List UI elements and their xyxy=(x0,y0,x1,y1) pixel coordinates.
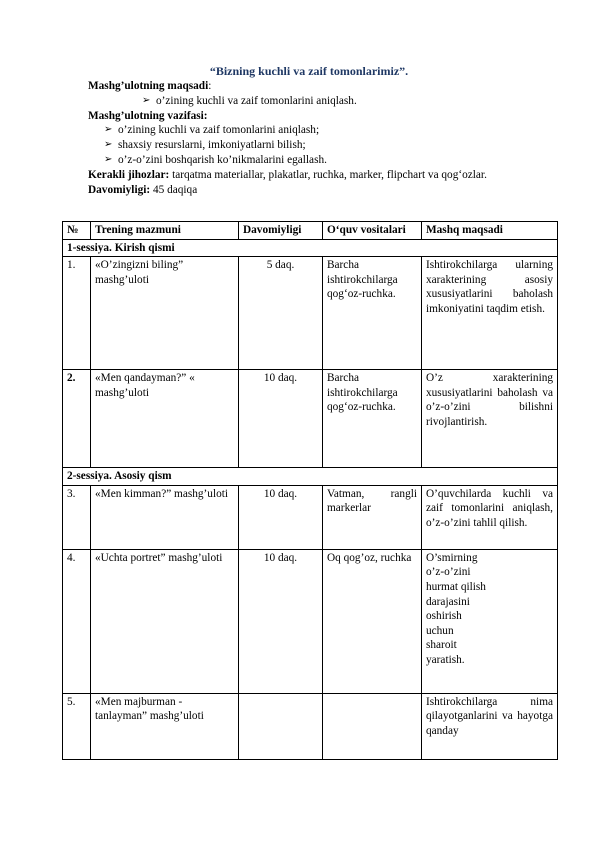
table-row xyxy=(63,485,558,549)
task-item: ➢ o’z-o’zini boshqarish ko’nikmalarini egallash. xyxy=(104,153,556,168)
row-tools: Barcha ishtirokchilarga qog‘oz-ruchka. xyxy=(323,257,422,370)
header-num: № xyxy=(63,222,91,240)
row-num: 3. xyxy=(63,485,91,549)
row-goal xyxy=(422,549,558,693)
header-goal: Mashq maqsadi xyxy=(422,222,558,240)
row-tools: Barcha ishtirokchilarga qog‘oz-ruchka. xyxy=(323,370,422,468)
row-content: «Men qandayman?” « mashg’uloti xyxy=(91,370,239,468)
row-goal-text: O’smirning o’z-o’zini hurmat qilish darajasini oshirish uchun sharoit yaratish. xyxy=(426,551,486,666)
row-tools: Oq qog’oz, ruchka xyxy=(323,549,422,693)
row-content: «Uchta portret” mashg’uloti xyxy=(91,549,239,693)
equipment-text: tarqatma materiallar, plakatlar, ruchka, marker, flipchart va qog‘ozlar. xyxy=(172,168,487,181)
row-duration xyxy=(239,693,323,759)
table-header-row xyxy=(63,222,558,240)
row-goal: Ishtirokchilarga nima qilayotganlarini va hayotga qanday xyxy=(422,693,558,759)
row-content: «O’zingizni biling” mashg’uloti xyxy=(91,257,239,370)
goal-label: Mashg’ulotning maqsadi xyxy=(88,80,209,92)
row-duration: 5 daq. xyxy=(239,257,323,370)
row-goal: O’z xarakterining xususiyatlarini baholash va o’z-o’zini bilishni rivojlantirish. xyxy=(422,370,558,468)
row-num: 4. xyxy=(63,549,91,693)
duration-label: Davomiyligi: xyxy=(88,183,151,196)
row-goal: O’quvchilarda kuchli va zaif tomonlarini aniqlash, o’z-o’zini tahlil qilish. xyxy=(422,485,558,549)
row-duration: 10 daq. xyxy=(239,549,323,693)
table-row xyxy=(63,693,558,759)
training-table xyxy=(62,221,558,760)
table-row xyxy=(63,549,558,693)
row-tools xyxy=(323,693,422,759)
duration-line xyxy=(88,183,556,198)
row-content: «Men kimman?” mashg’uloti xyxy=(91,485,239,549)
session-label: 1-sessiya. Kirish qismi xyxy=(63,239,558,257)
header-tools: O‘quv vositalari xyxy=(323,222,422,240)
header-content: Trening mazmuni xyxy=(91,222,239,240)
session-label: 2-sessiya. Asosiy qism xyxy=(63,468,558,486)
equipment-label: Kerakli jihozlar: xyxy=(88,168,170,181)
row-duration: 10 daq. xyxy=(239,370,323,468)
goal-line: Mashg’ulotning maqsadi: xyxy=(88,80,212,92)
row-duration: 10 daq. xyxy=(239,485,323,549)
row-goal: Ishtirokchilarga ularning xarakterining asosiy xususiyatlarini baholash imkoniyatini taqdim etish. xyxy=(422,257,558,370)
page-title: “Bizning kuchli va zaif tomonlarimiz”. xyxy=(209,64,409,78)
task-item: ➢ shaxsiy resurslarni, imkoniyatlarni bilish; xyxy=(104,138,556,153)
table-row xyxy=(63,257,558,370)
tasks-label: Mashg’ulotning vazifasi: xyxy=(88,109,208,122)
goal-item: ➢ o’zining kuchli va zaif tomonlarini aniqlash. xyxy=(142,94,556,109)
row-tools: Vatman, rangli markerlar xyxy=(323,485,422,549)
row-num: 5. xyxy=(63,693,91,759)
equipment-line xyxy=(88,168,556,183)
duration-text: 45 daqiqa xyxy=(152,183,198,196)
task-item: ➢ o’zining kuchli va zaif tomonlarini aniqlash; xyxy=(104,123,556,138)
header-duration: Davomiyligi xyxy=(239,222,323,240)
row-num: 1. xyxy=(63,257,91,370)
row-content: «Men majburman - tanlayman” mashg’uloti xyxy=(91,693,239,759)
header-section xyxy=(88,79,556,197)
session-row xyxy=(63,239,558,257)
table-row xyxy=(63,370,558,468)
row-num: 2. xyxy=(63,370,91,468)
session-row xyxy=(63,468,558,486)
